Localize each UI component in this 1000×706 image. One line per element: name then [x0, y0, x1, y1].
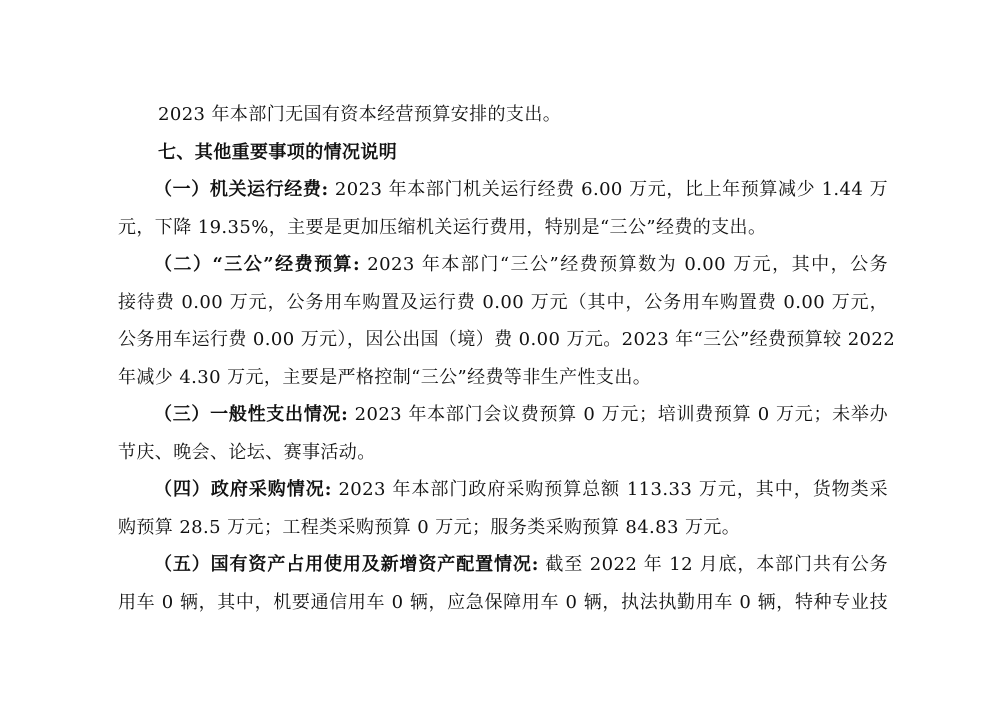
text-run: 用车 0 辆，其中，机要通信用车 0 辆，应急保障用车 0 辆，执法执勤用车 0 辆，特种专业技	[118, 591, 888, 613]
document-body	[118, 96, 896, 621]
paragraph-line	[118, 321, 896, 359]
text-run: 2023 年本部门无国有资本经营预算安排的支出。	[158, 104, 562, 125]
paragraph-line	[118, 509, 888, 547]
text-run: 公务用车运行费 0.00 万元），因公出国（境）费 0.00 万元。2023 年“三公”经费预算较 2022	[118, 329, 896, 350]
paragraph-line	[118, 284, 888, 322]
paragraph-line	[118, 359, 888, 397]
paragraph-line	[118, 584, 888, 622]
paragraph-line	[118, 246, 888, 284]
text-run: 元，下降 19.35%，主要是更加压缩机关运行费用，特别是“三公”经费的支出。	[118, 216, 767, 238]
paragraph-line	[118, 171, 888, 209]
text-run: 2023 年本部门会议费预算 0 万元；培训费预算 0 万元；未举办	[348, 404, 889, 425]
text-run: 接待费 0.00 万元，公务用车购置及运行费 0.00 万元（其中，公务用车购置费 0.00 万元，	[118, 291, 888, 313]
paragraph-line	[118, 471, 888, 509]
text-run: 2023 年本部门政府采购预算总额 113.33 万元，其中，货物类采	[331, 479, 888, 500]
paragraph-line	[118, 434, 888, 472]
text-run: 2023 年本部门“三公”经费预算数为 0.00 万元，其中，公务	[360, 254, 888, 275]
text-run: 节庆、晚会、论坛、赛事活动。	[118, 441, 376, 463]
text-run: 截至 2022 年 12 月底，本部门共有公务	[538, 554, 889, 575]
paragraph-line	[118, 546, 888, 584]
text-run: 年减少 4.30 万元，主要是严格控制“三公”经费等非生产性支出。	[118, 366, 652, 388]
item-lead: （五）国有资产占用使用及新增资产配置情况:	[154, 554, 539, 575]
paragraph-line	[118, 209, 888, 247]
section-heading	[118, 134, 888, 172]
text-run: 购预算 28.5 万元；工程类采购预算 0 万元；服务类采购预算 84.83 万元。	[118, 516, 741, 538]
text-run: 2023 年本部门机关运行经费 6.00 万元，比上年预算减少 1.44 万	[328, 179, 888, 200]
item-lead: （三）一般性支出情况:	[154, 404, 349, 425]
item-lead: （一）机关运行经费:	[154, 179, 329, 200]
heading-text: 七、其他重要事项的情况说明	[158, 141, 398, 163]
text-line	[118, 96, 888, 134]
paragraph-line	[118, 396, 888, 434]
item-lead: （四）政府采购情况:	[154, 479, 332, 500]
item-lead: （二）“三公”经费预算:	[154, 254, 361, 275]
